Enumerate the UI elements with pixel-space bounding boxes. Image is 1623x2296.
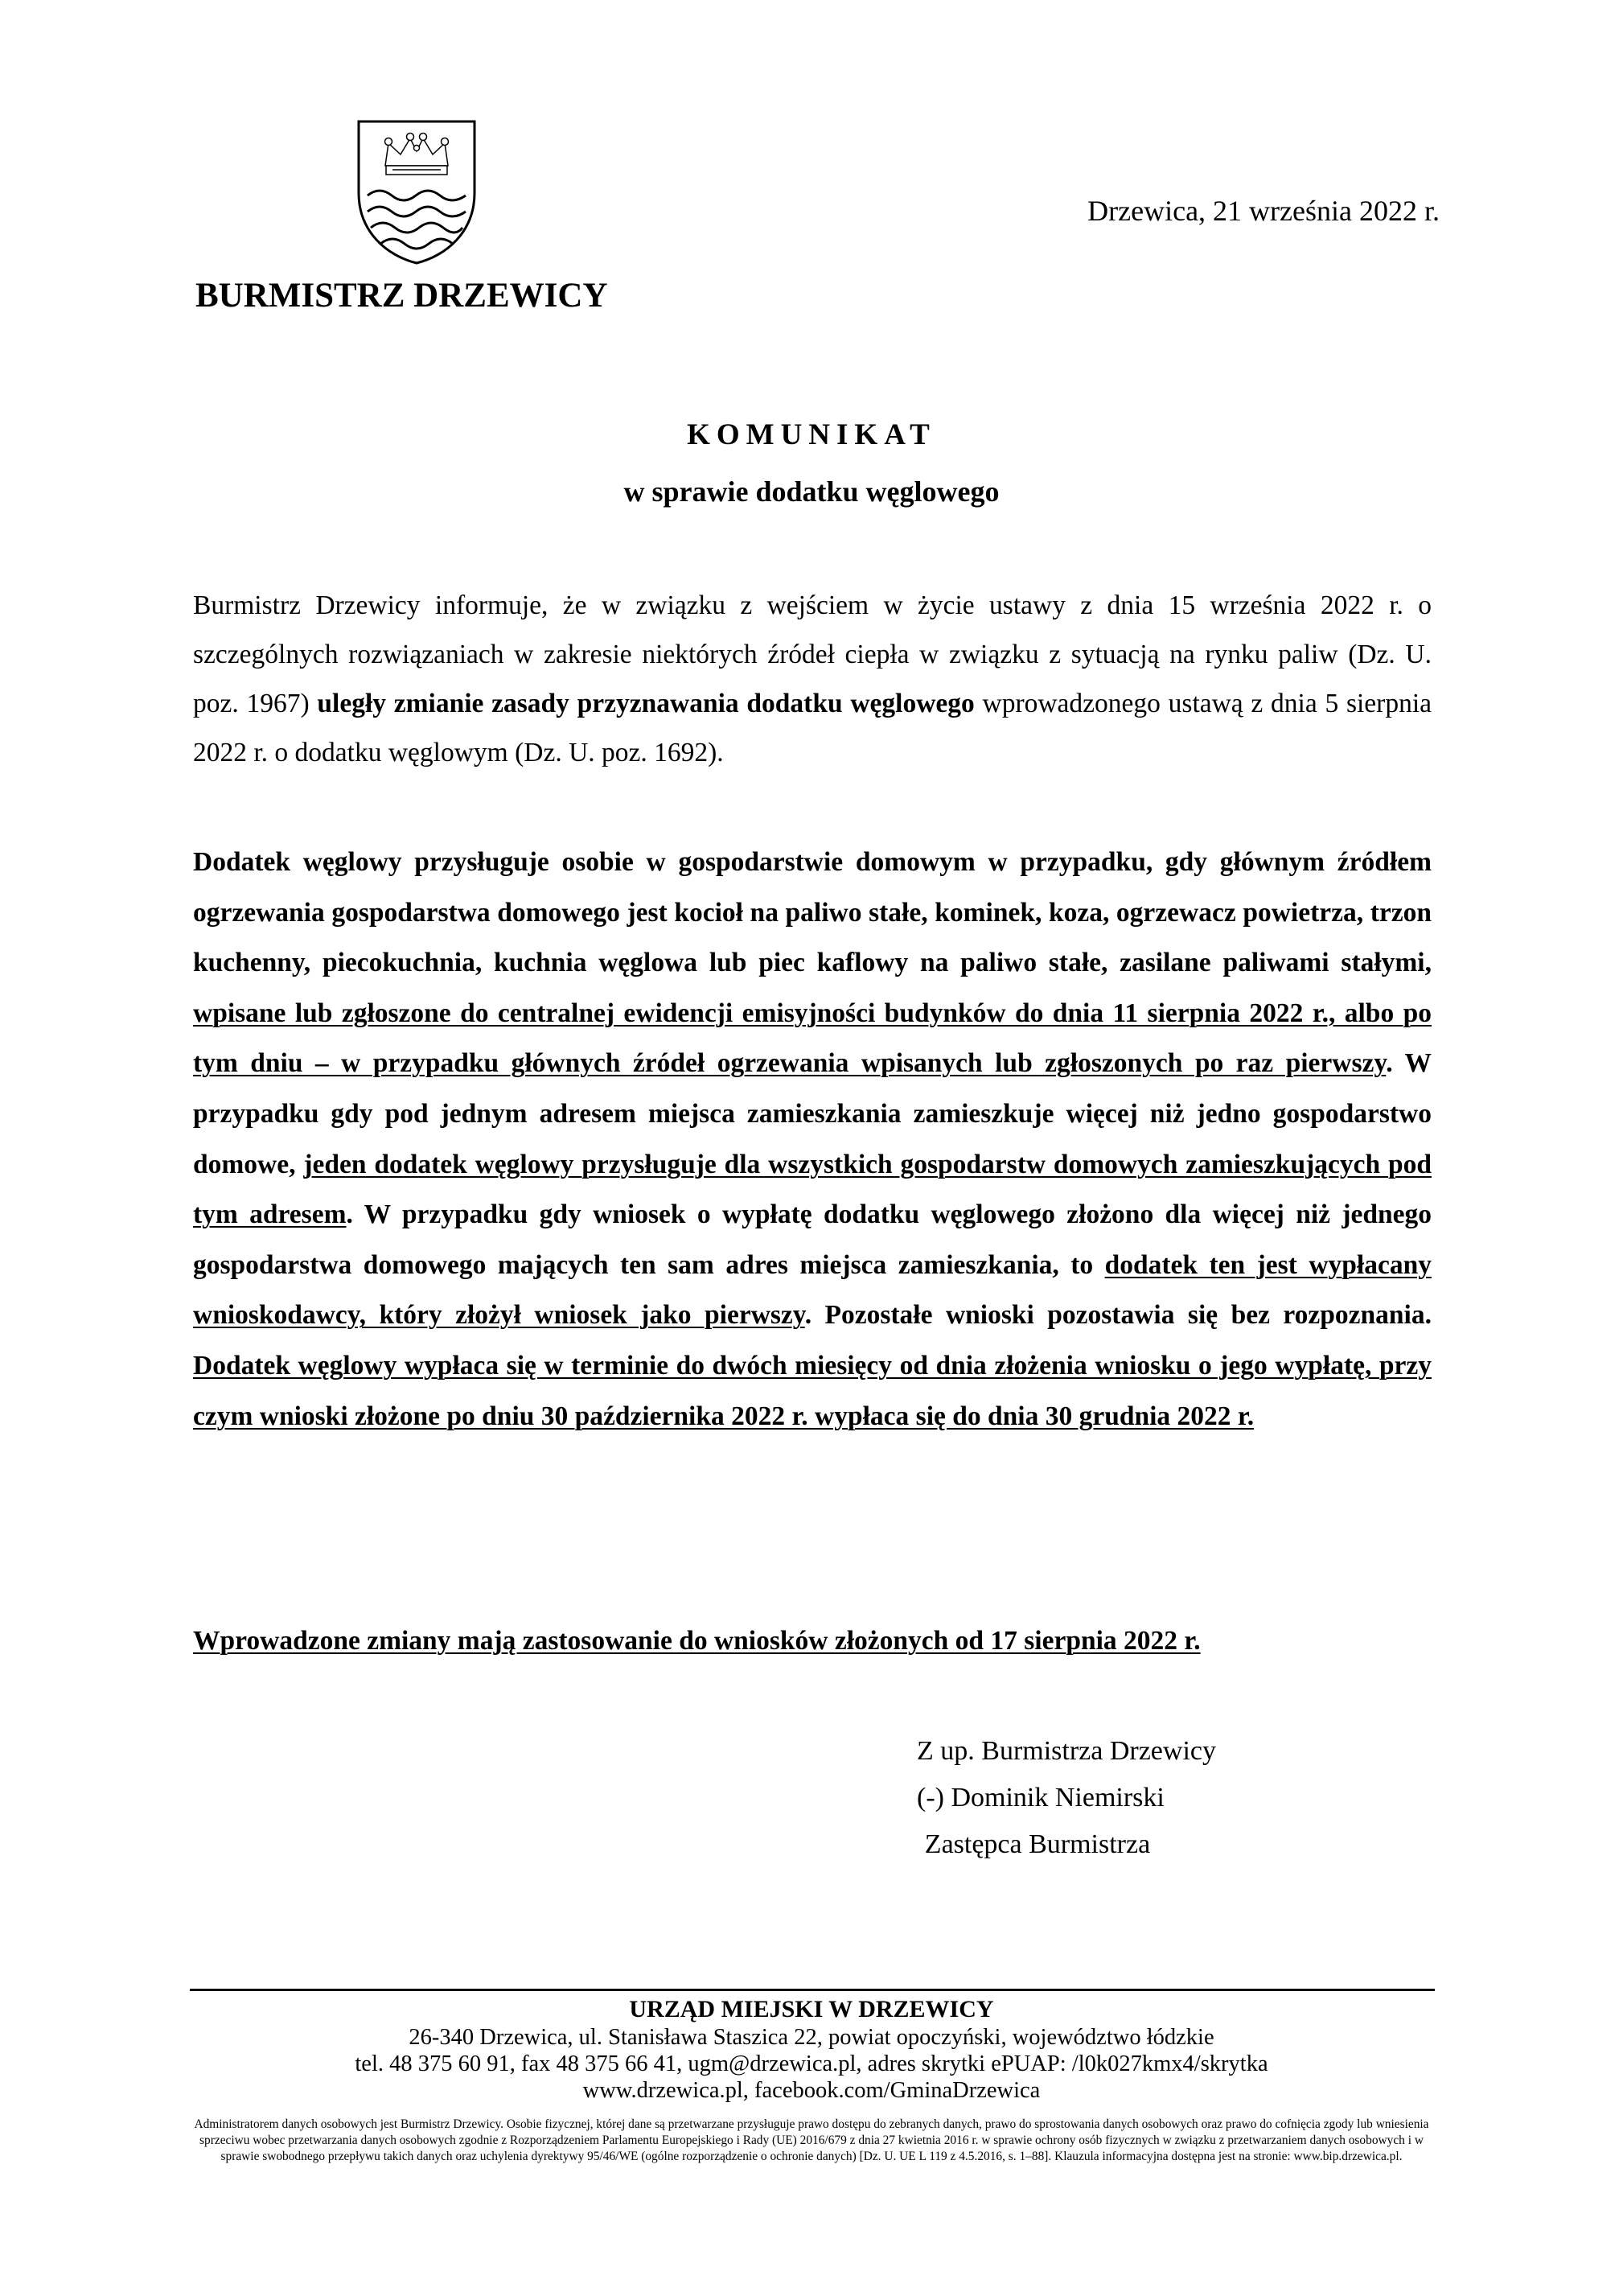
coat-of-arms-icon <box>356 119 477 265</box>
signature-position: Zastępca Burmistrza <box>924 1829 1151 1859</box>
footer <box>0 1995 1623 2165</box>
footer-divider <box>190 1989 1435 1991</box>
footer-contact: tel. 48 375 60 91, fax 48 375 66 41, ugm@drzewica.pl, adres skrytki ePUAP: /l0k027kmx4/skrytka <box>355 2051 1268 2076</box>
text-segment: dodatek ten jest wypłacany wnioskodawcy, który złożył wniosek jako pierwszy <box>193 1249 1432 1331</box>
signature-name: (-) Dominik Niemirski <box>917 1783 1165 1813</box>
text-segment: . W przypadku gdy wniosek o wypłatę dodatku węglowego złożono dla więcej niż jednego gospodarstwa domowego mających ten sam adres miejsca zamieszkania, to <box>193 1199 1432 1280</box>
footer-web: www.drzewica.pl, facebook.com/GminaDrzewica <box>582 2078 1041 2103</box>
document-date: Drzewica, 21 września 2022 r. <box>1087 195 1440 227</box>
document-subtitle: w sprawie dodatku węglowego <box>623 475 1000 508</box>
text-segment: . Pozostałe wnioski pozostawia się bez rozpoznania. <box>804 1300 1432 1331</box>
footer-privacy-notice: Administratorem danych osobowych jest Burmistrz Drzewicy. Osobie fizycznej, której dane są przetwarzane przysługuje prawo dostępu do zebranych danych, prawo do sprostowania danych osobowych oraz prawo do cofnięcia zgody lub wniesienia sprzeciwu wobec przetwarzania danych osobowych zgodnie z Rozporządzeniem Parlamentu Europejskiego i Rady (UE) 2016/679 z dnia 27 kwietnia 2016 r. w sprawie ochrony osób fizycznych w związku z przetwarzaniem danych osobowych i w sprawie swobodnego przepływu takich danych oraz uchylenia dyrektywy 95/46/WE (ogólne rozporządzenie o ochronie danych) [Dz. U. UE L 119 z 4.5.2016, s. 1–88]. Klauzula informacyjna dostępna jest na stronie: www.bip.drzewica.pl. <box>194 2117 1429 2163</box>
text-segment: uległy zmianie zasady przyznawania dodatku węglowego <box>317 689 975 718</box>
applicability-paragraph <box>193 1622 1432 1660</box>
text-segment: jeden dodatek węglowy przysługuje dla wszystkich gospodarstw domowych zamieszkujących pod tym adresem <box>193 1149 1432 1230</box>
text-segment: . W przypadku gdy pod jednym adresem miejsca zamieszkania zamieszkuje więcej niż jedno gospodarstwo domowe, <box>193 1048 1432 1179</box>
document-title: KOMUNIKAT <box>687 418 936 451</box>
text-segment: wpisane lub zgłoszone do centralnej ewidencji emisyjności budynków do dnia 11 sierpnia 2022 r., albo po tym dniu – w przypadku głównych źródeł ogrzewania wpisanych lub zgłoszonych po raz pierwszy <box>193 998 1432 1079</box>
footer-organization: URZĄD MIEJSKI W DRZEWICY <box>629 1996 994 2022</box>
text-segment: Wprowadzone zmiany mają zastosowanie do wniosków złożonych od 17 sierpnia 2022 r. <box>193 1626 1201 1656</box>
eligibility-paragraph <box>193 837 1432 1442</box>
signature-authority: Z up. Burmistrza Drzewicy <box>917 1736 1216 1766</box>
intro-paragraph <box>193 581 1432 777</box>
text-segment: Dodatek węglowy przysługuje osobie w gospodarstwie domowym w przypadku, gdy głównym źródłem ogrzewania gospodarstwa domowego jest kocioł na paliwo stałe, kominek, koza, ogrzewacz powietrza, trzon kuchenny, piecokuchnia, kuchnia węglowa lub piec kaflowy na paliwo stałe, zasilane paliwami stałymi, <box>193 847 1432 978</box>
text-segment: Dodatek węglowy wypłaca się w terminie do dwóch miesięcy od dnia złożenia wniosku o jego wypłatę, przy czym wnioski złożone po dniu 30 października 2022 r. wypłaca się do dnia 30 grudnia 2022 r. <box>193 1350 1432 1431</box>
issuer-name: BURMISTRZ DRZEWICY <box>195 277 608 315</box>
footer-address: 26-340 Drzewica, ul. Stanisława Staszica 22, powiat opoczyński, województwo łódzkie <box>409 2025 1214 2050</box>
text-segment: wprowadzonego ustawą z dnia 5 sierpnia 2022 r. o dodatku węglowym (Dz. U. poz. 1692). <box>193 689 1432 767</box>
text-segment: Burmistrz Drzewicy informuje, że w związku z wejściem w życie ustawy z dnia 15 września 2022 r. o szczególnych rozwiązaniach w zakresie niektórych źródeł ciepła w związku z sytuacją na rynku paliw (Dz. U. poz. 1967) <box>193 590 1432 718</box>
signature-block <box>917 1728 1216 1868</box>
